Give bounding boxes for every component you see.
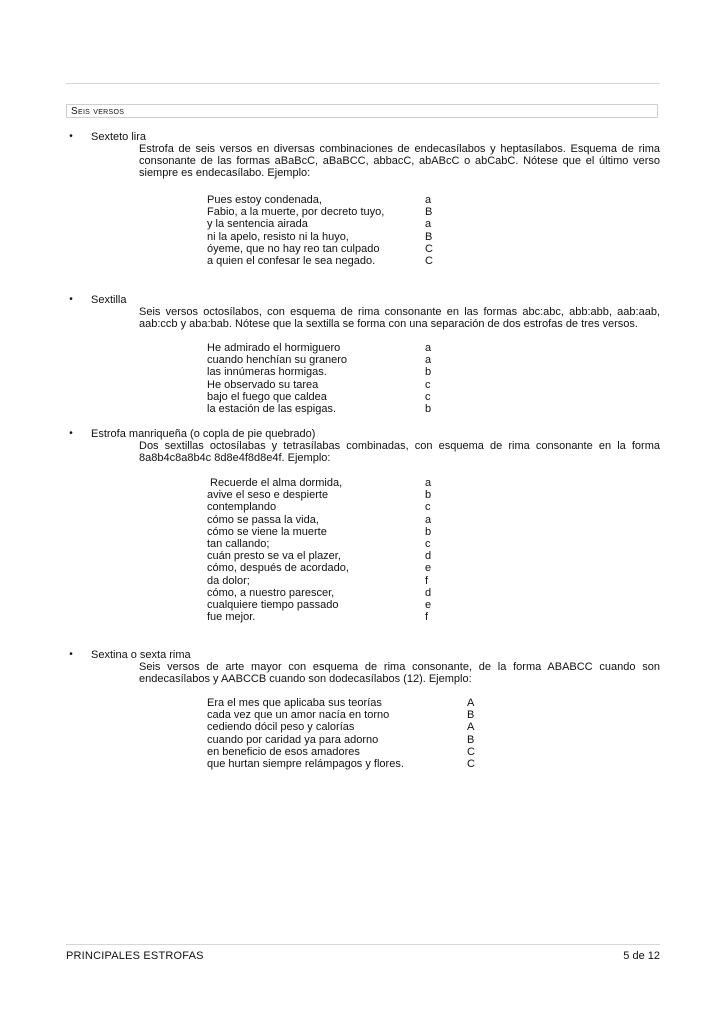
- rhyme-letter: C: [467, 757, 475, 770]
- rhyme-letter: C: [467, 745, 475, 758]
- item-title: Estrofa manriqueña (o copla de pie quebrado): [91, 428, 316, 440]
- item-description: Dos sextillas octosílabas y tetrasílabas combinadas, con esquema de rima consonante en la forma 8a8b4c8a8b4c 8d8e4f8d8e4f. Ejemplo:: [139, 440, 660, 465]
- item-description: Seis versos octosílabos, con esquema de rima consonante en las formas abc:abc, abb:abb, aab:aab, aab:ccb y aba:bab. Nótese que la sextilla se forma con una separación de dos estrofas de tres versos.: [139, 306, 660, 331]
- rhyme-letter: d: [425, 586, 432, 599]
- rhyme-letter: b: [425, 525, 432, 538]
- rhyme-letter: b: [425, 366, 432, 379]
- footer-rule: [66, 944, 660, 945]
- rhyme-letter: f: [425, 611, 429, 624]
- item-title: Sextina o sexta rima: [91, 649, 191, 661]
- rhyme-letter: a: [425, 513, 432, 526]
- rhyme-letter: a: [425, 194, 432, 206]
- rhyme-letter: c: [425, 537, 431, 550]
- bullet-icon: •: [69, 294, 73, 305]
- rhyme-letter: B: [425, 230, 433, 243]
- rhyme-letter: e: [425, 562, 432, 575]
- rhyme-letter: B: [425, 206, 433, 219]
- rhyme-letter: c: [425, 390, 431, 403]
- section-heading: [66, 104, 658, 118]
- page-number: 5 de 12: [623, 950, 660, 962]
- bullet-icon: •: [69, 131, 73, 142]
- rhyme-letter: f: [425, 574, 429, 587]
- rhyme-letter: d: [425, 550, 432, 563]
- rhyme-letter: C: [425, 254, 433, 267]
- rhyme-letter: e: [425, 598, 432, 611]
- rhyme-letter: c: [425, 378, 431, 391]
- rhyme-letter: a: [425, 218, 432, 231]
- bullet-icon: •: [69, 649, 73, 660]
- rhyme-letter: A: [467, 721, 475, 734]
- bullet-icon: •: [69, 428, 73, 439]
- item-description: Estrofa de seis versos en diversas combinaciones de endecasílabos y heptasílabos. Esquema de rima consonante de las formas aBaBcC, aBaBCC, abbacC, abABcC o abCabC. Nótese que el último verso siempre es endecasílabo. Ejemplo:: [139, 143, 660, 180]
- rhyme-letter: a: [425, 354, 432, 367]
- rhyme-letter: b: [425, 402, 432, 415]
- footer-document-title: PRINCIPALES ESTROFAS: [66, 950, 204, 962]
- rhyme-letter: a: [425, 342, 432, 354]
- header-rule: [66, 83, 660, 84]
- section-title: Seis versos: [71, 106, 125, 117]
- rhyme-letter: a: [425, 477, 432, 489]
- rhyme-letter: c: [425, 501, 431, 514]
- rhyme-letter: B: [467, 733, 475, 746]
- rhyme-letter: B: [467, 709, 475, 722]
- rhyme-letter: b: [425, 489, 432, 502]
- rhyme-letter: C: [425, 242, 433, 255]
- item-description: Seis versos de arte mayor con esquema de rima consonante, de la forma ABABCC cuando son endecasílabos y AABCCB cuando son dodecasílabos (12). Ejemplo:: [139, 661, 660, 686]
- rhyme-letter: A: [467, 697, 475, 709]
- item-title: Sextilla: [91, 294, 127, 306]
- item-title: Sexteto lira: [91, 131, 147, 143]
